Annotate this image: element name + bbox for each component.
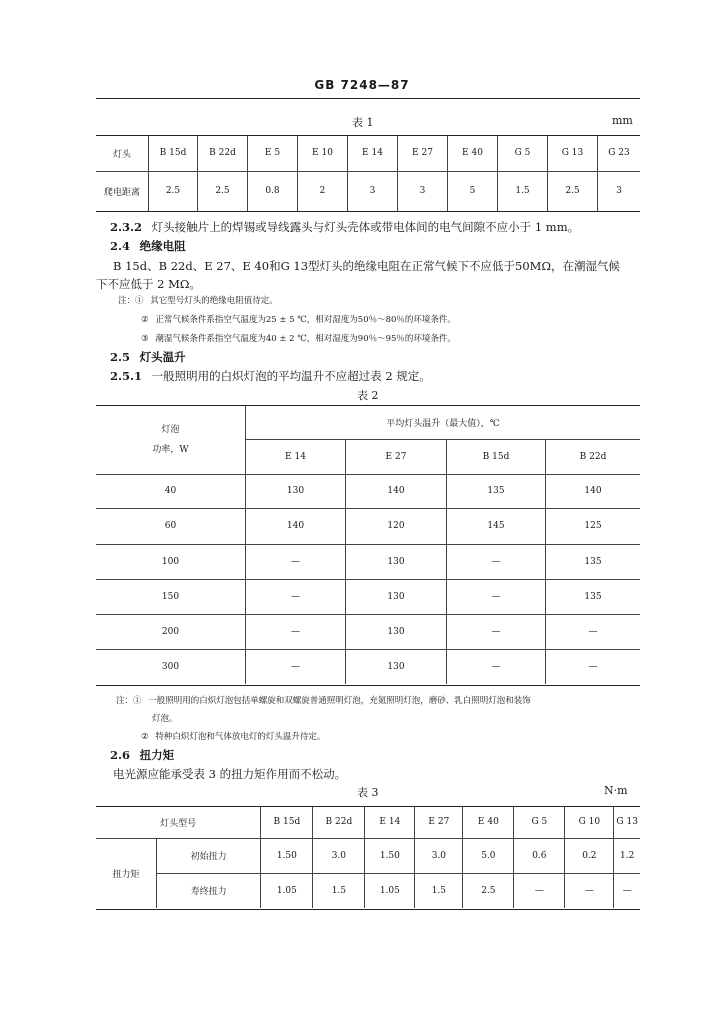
section-text: 灯头接触片上的焊锡或导线露头与灯头壳体或带电体间的电气间隙不应小于 1 mm。 bbox=[151, 220, 580, 234]
table3-col-header: G 13 bbox=[614, 807, 640, 838]
table2-cell: 130 bbox=[346, 649, 447, 684]
table1-col0-header: 灯头 bbox=[96, 136, 149, 171]
note bbox=[118, 294, 278, 308]
table2-rowhead-line1: 灯泡 bbox=[161, 424, 180, 435]
table3-row-label: 初始扭力 bbox=[157, 838, 261, 873]
table1-bottom-rule bbox=[96, 211, 640, 212]
table3-cell: 3.0 bbox=[415, 838, 463, 873]
table2-wattage: 150 bbox=[96, 579, 246, 614]
table3-head: 灯头型号 bbox=[96, 807, 261, 838]
table2-wattage: 60 bbox=[96, 508, 246, 544]
table1-header-row bbox=[96, 136, 640, 171]
table3-cell: — bbox=[622, 885, 632, 896]
table2-row bbox=[96, 508, 640, 544]
table2-wattage: 40 bbox=[96, 474, 246, 508]
table1-unit: mm bbox=[612, 114, 633, 127]
table1-row-label: 爬电距离 bbox=[96, 171, 149, 211]
table1-row bbox=[96, 171, 640, 211]
table2-col-header: B 15d bbox=[447, 439, 546, 474]
table2-wattage: 300 bbox=[96, 649, 246, 684]
table1-cell: 3 bbox=[398, 171, 448, 211]
table2-cell: — bbox=[447, 544, 546, 579]
note bbox=[141, 730, 325, 744]
table3-caption: 表 3 bbox=[357, 786, 379, 799]
note-mark: ② bbox=[141, 732, 149, 742]
table3-cell: 1.5 bbox=[415, 873, 463, 908]
table2-cell: — bbox=[447, 614, 546, 649]
table2-cell: — bbox=[246, 544, 346, 579]
table2-cell: 130 bbox=[346, 614, 447, 649]
paragraph: B 15d、B 22d、E 27、E 40和G 13型灯头的绝缘电阻在正常气候下不应低于50MΩ，在潮湿气候 bbox=[113, 259, 620, 273]
table2-cell: — bbox=[447, 649, 546, 684]
section-title: 扭力矩 bbox=[139, 748, 175, 762]
table1-col-header: E 14 bbox=[348, 136, 398, 171]
table2-cell: 140 bbox=[546, 474, 641, 508]
table3-col-header: B 15d bbox=[261, 807, 313, 838]
paragraph: 电光源应能承受表 3 的扭力矩作用而不松动。 bbox=[113, 767, 347, 781]
table3-cell: 2.5 bbox=[463, 873, 514, 908]
table1-col-header: B 22d bbox=[198, 136, 248, 171]
table2 bbox=[96, 406, 640, 684]
table3-header-row bbox=[96, 807, 640, 838]
table2-rowhead-line2: 功率，W bbox=[152, 444, 189, 455]
note-mark: 注：① bbox=[116, 696, 142, 706]
table3-cell: 1.50 bbox=[365, 838, 415, 873]
table1-cell: 2.5 bbox=[198, 171, 248, 211]
table2-cell: 130 bbox=[346, 544, 447, 579]
note-mark: ③ bbox=[141, 334, 149, 344]
table3-unit: N·m bbox=[604, 784, 628, 797]
section-2-5-1 bbox=[110, 368, 431, 384]
table3-col-header: E 40 bbox=[463, 807, 514, 838]
table1-cell: 3 bbox=[616, 186, 622, 197]
section-2-5 bbox=[110, 349, 186, 365]
table1-cell: 3 bbox=[348, 171, 398, 211]
table2-wattage: 100 bbox=[96, 544, 246, 579]
note-text: 正常气候条件系指空气温度为25 ± 5 ℃，相对湿度为50％～80％的环境条件。 bbox=[155, 315, 456, 325]
table1-cell: 2 bbox=[298, 171, 348, 211]
table2-cell: 140 bbox=[246, 508, 346, 544]
table2-header-row bbox=[96, 406, 640, 439]
section-number: 2.4 bbox=[110, 239, 131, 253]
note bbox=[141, 332, 456, 346]
table3-cell: 0.2 bbox=[565, 838, 614, 873]
table1-cell: 0.8 bbox=[248, 171, 298, 211]
table2-row bbox=[96, 579, 640, 614]
table2-cell: — bbox=[246, 614, 346, 649]
table2-wattage: 200 bbox=[96, 614, 246, 649]
section-text: 一般照明用的白炽灯泡的平均温升不应超过表 2 规定。 bbox=[151, 369, 431, 383]
table1-cell: 2.5 bbox=[548, 171, 598, 211]
table1-col-header: E 10 bbox=[298, 136, 348, 171]
header-rule bbox=[96, 98, 640, 99]
note-mark: 注：① bbox=[118, 296, 144, 306]
table1-col-header: G 5 bbox=[498, 136, 548, 171]
section-number: 2.5.1 bbox=[110, 369, 143, 383]
section-2-4 bbox=[110, 238, 186, 254]
table1 bbox=[96, 136, 640, 211]
table3-bottom-rule bbox=[96, 909, 640, 910]
table2-cell: 145 bbox=[447, 508, 546, 544]
table1-col-header: G 13 bbox=[548, 136, 598, 171]
table2-cell: 130 bbox=[346, 579, 447, 614]
table2-col-header: B 22d bbox=[546, 439, 641, 474]
table3-cell: 3.0 bbox=[313, 838, 365, 873]
table2-cell: — bbox=[246, 579, 346, 614]
table3-col-header: G 10 bbox=[565, 807, 614, 838]
table2-cell: — bbox=[588, 661, 598, 672]
table3-group: 扭力矩 bbox=[96, 838, 157, 908]
table2-cell: 125 bbox=[546, 508, 641, 544]
table3-row bbox=[96, 838, 640, 873]
table2-group-header: 平均灯头温升（最大值），℃ bbox=[246, 406, 641, 439]
table3-cell: — bbox=[514, 873, 565, 908]
table1-cell: 2.5 bbox=[149, 171, 198, 211]
note bbox=[141, 313, 456, 327]
table2-cell: — bbox=[447, 579, 546, 614]
section-number: 2.3.2 bbox=[110, 220, 143, 234]
table1-col-header: B 15d bbox=[149, 136, 198, 171]
table3-cell: 1.5 bbox=[313, 873, 365, 908]
table3-cell: 1.05 bbox=[261, 873, 313, 908]
table2-col-header: E 27 bbox=[346, 439, 447, 474]
note-text: 特种白炽灯泡和气体放电灯的灯头温升待定。 bbox=[155, 732, 326, 742]
table1-cell: 1.5 bbox=[498, 171, 548, 211]
table3-row bbox=[96, 873, 640, 908]
table2-cell: — bbox=[246, 649, 346, 684]
table2-row bbox=[96, 614, 640, 649]
table3-cell: 1.05 bbox=[365, 873, 415, 908]
note-text: 其它型号灯头的绝缘电阻值待定。 bbox=[150, 296, 278, 306]
table3-cell: — bbox=[565, 873, 614, 908]
table1-caption: 表 1 bbox=[352, 116, 374, 129]
table2-row bbox=[96, 544, 640, 579]
section-number: 2.5 bbox=[110, 350, 131, 364]
table3-row-label: 寿终扭力 bbox=[157, 873, 261, 908]
table2-row bbox=[96, 649, 640, 684]
table3-col-header: E 27 bbox=[415, 807, 463, 838]
table3-cell: 0.6 bbox=[514, 838, 565, 873]
table3-col-header: E 14 bbox=[365, 807, 415, 838]
section-title: 绝缘电阻 bbox=[139, 239, 186, 253]
section-number: 2.6 bbox=[110, 748, 131, 762]
table2-rowhead bbox=[96, 406, 246, 474]
table2-cell: 135 bbox=[546, 579, 641, 614]
table3 bbox=[96, 807, 640, 908]
table2-caption: 表 2 bbox=[357, 389, 379, 402]
table1-col-header: E 40 bbox=[448, 136, 498, 171]
table2-row bbox=[96, 474, 640, 508]
table1-col-header: G 23 bbox=[598, 136, 641, 171]
table2-cell: 140 bbox=[346, 474, 447, 508]
section-2-3-2 bbox=[110, 219, 579, 235]
table2-bottom-rule bbox=[96, 685, 640, 686]
table3-col-header: G 5 bbox=[514, 807, 565, 838]
table3-col-header: B 22d bbox=[313, 807, 365, 838]
table2-cell: 135 bbox=[546, 544, 641, 579]
note-continuation: 灯泡。 bbox=[152, 714, 178, 724]
table1-col-header: E 27 bbox=[398, 136, 448, 171]
table2-cell: 130 bbox=[246, 474, 346, 508]
section-title: 灯头温升 bbox=[139, 350, 186, 364]
table3-cell: 1.50 bbox=[261, 838, 313, 873]
table2-cell: — bbox=[546, 614, 641, 649]
table1-col-header: E 5 bbox=[248, 136, 298, 171]
note-text: 潮湿气候条件系指空气温度为40 ± 2 ℃，相对湿度为90％～95％的环境条件。 bbox=[155, 334, 456, 344]
note-text: 一般照明用的白炽灯泡包括单螺旋和双螺旋普通照明灯泡，充氪照明灯泡，磨砂、乳白照明灯泡和装饰 bbox=[148, 696, 531, 706]
table2-cell: 135 bbox=[447, 474, 546, 508]
table3-cell: 5.0 bbox=[463, 838, 514, 873]
note bbox=[116, 694, 531, 708]
section-2-6 bbox=[110, 747, 174, 763]
page-header: GB 7248—87 bbox=[314, 78, 410, 92]
table2-col-header: E 14 bbox=[246, 439, 346, 474]
table1-cell: 5 bbox=[448, 171, 498, 211]
paragraph: 下不应低于 2 MΩ。 bbox=[96, 277, 201, 291]
table2-cell: 120 bbox=[346, 508, 447, 544]
table3-cell: 1.2 bbox=[614, 838, 640, 873]
note-mark: ② bbox=[141, 315, 149, 325]
